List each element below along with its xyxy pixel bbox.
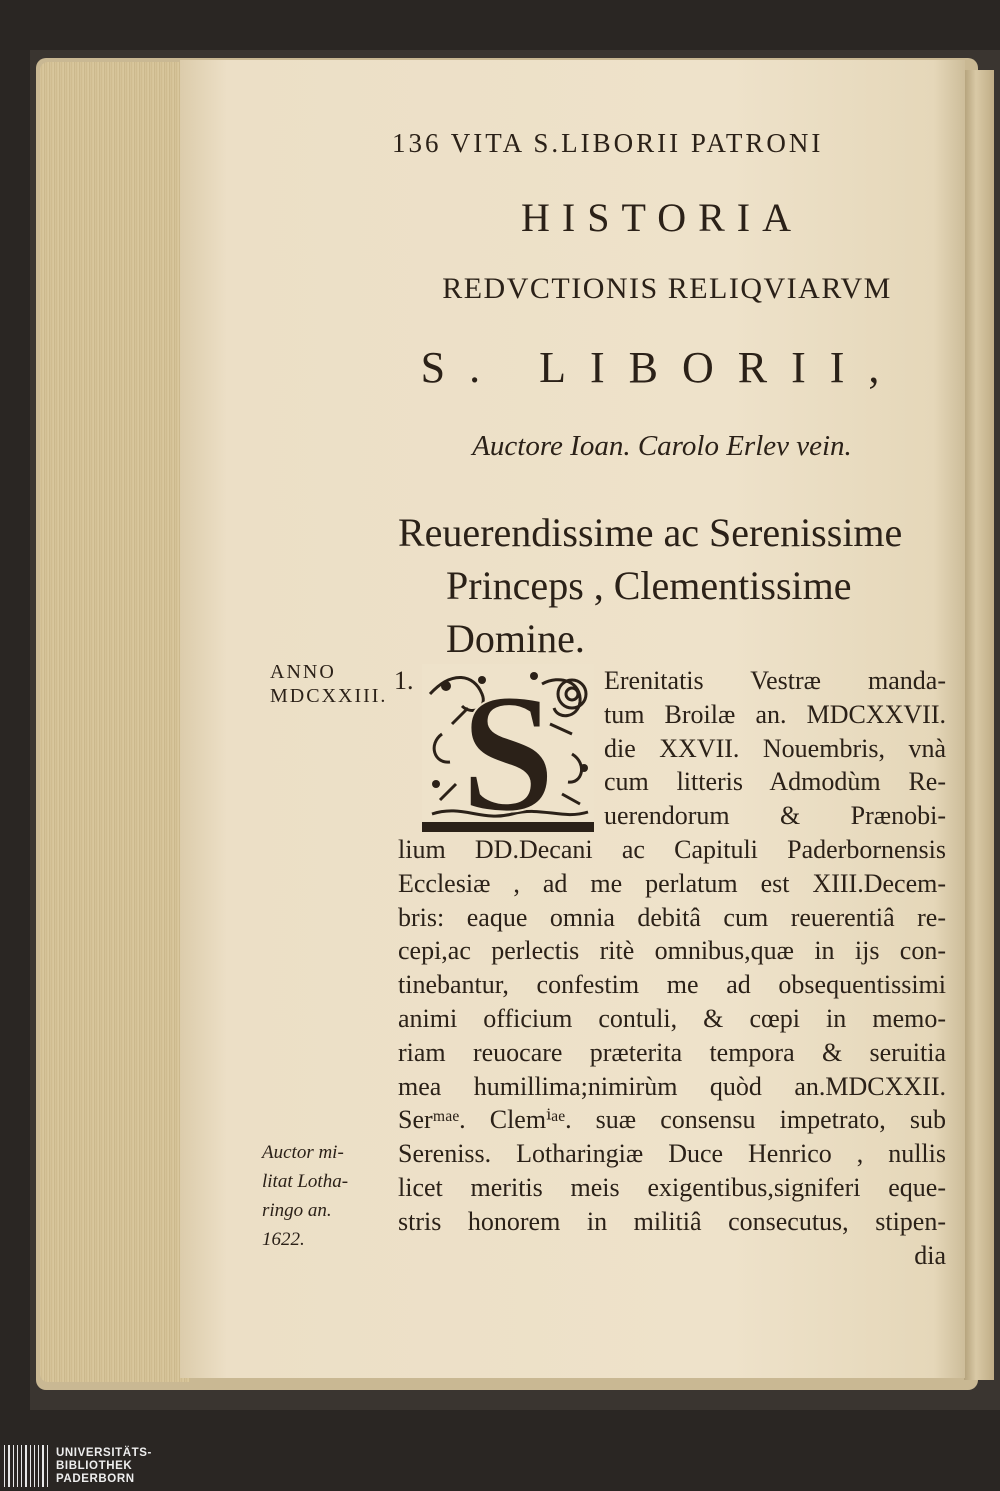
body-line-14: Serᵐᵃᵉ. Clemⁱᵃᵉ. suæ consensu impetrato, sub	[398, 1105, 946, 1135]
paragraph-number: 1.	[394, 666, 414, 695]
library-logo-line-2: BIBLIOTHEK	[56, 1459, 133, 1472]
drop-cap-letter: S	[460, 664, 556, 832]
title-line-3: S. LIBORII,	[420, 343, 904, 392]
body-line-12: riam reuocare præterita tempora & seruitia	[398, 1037, 946, 1067]
body-line-9: cepi,ac perlectis ritè omnibus,quæ in ijs con-	[398, 936, 946, 966]
salutation-line-1: Reuerendissime ac Serenissime	[398, 510, 903, 555]
salutation-line-2: Princeps , Clementissime	[446, 563, 852, 608]
margin-note-auctor-line-1: Auctor mi-	[262, 1142, 344, 1163]
salutation	[398, 506, 958, 665]
library-logo-icon	[4, 1445, 48, 1487]
running-head: 136 VITA S.LIBORII PATRONI	[392, 128, 824, 158]
salutation-line-3: Domine.	[446, 616, 585, 661]
body-line-11: animi officium contuli, & cœpi in memo-	[398, 1003, 946, 1033]
margin-note-auctor-line-3: ringo an.	[262, 1200, 332, 1221]
library-logo	[0, 1441, 200, 1491]
facing-page-edge	[964, 70, 994, 1380]
body-line-5: uerendorum & Prænobi-	[604, 801, 946, 831]
page-edges	[40, 62, 190, 1382]
body-line-3: die XXVII. Nouembris, vnà	[604, 733, 946, 763]
body-line-8: bris: eaque omnia debitâ cum reuerentiâ re-	[398, 902, 946, 932]
body-line-16: licet meritis meis exigentibus,signiferi eque-	[398, 1172, 946, 1202]
body-line-17: stris honorem in militiâ consecutus, stipen-	[398, 1206, 946, 1236]
margin-note-anno	[270, 660, 387, 708]
margin-note-anno-line-2: MDCXXIII.	[270, 685, 388, 707]
body-line-4: cum litteris Admodùm Re-	[604, 767, 946, 797]
margin-note-anno-line-1: ANNO	[270, 661, 336, 683]
body-line-1: Erenitatis Vestræ manda-	[604, 666, 946, 695]
margin-note-auctor	[262, 1138, 348, 1254]
margin-note-auctor-line-2: litat Lotha-	[262, 1171, 349, 1192]
margin-note-auctor-line-4: 1622.	[262, 1229, 305, 1250]
library-logo-text	[56, 1447, 152, 1486]
body-line-10: tinebantur, confestim me ad obsequentissimi	[398, 970, 946, 1000]
author-line: Auctore Ioan. Carolo Erlev vein.	[472, 430, 852, 462]
body-line-7: Ecclesiæ , ad me perlatum est XIII.Decem-	[398, 868, 946, 898]
library-logo-line-1: UNIVERSITÄTS-	[56, 1446, 152, 1459]
library-logo-line-3: PADERBORN	[56, 1472, 135, 1485]
body-line-15: Sereniss. Lotharingiæ Duce Henrico , nullis	[398, 1139, 946, 1169]
title-line-2: REDVCTIONIS RELIQVIARVM	[442, 272, 892, 305]
body-line-6: lium DD.Decani ac Capituli Paderbornensis	[398, 834, 946, 864]
catchword: dia	[914, 1240, 946, 1270]
body-line-13: mea humillima;nimirùm quòd an.MDCXXII.	[398, 1071, 946, 1101]
body-line-2: tum Broilæ an. MDCXXVII.	[604, 699, 946, 729]
title-line-1: HISTORIA	[521, 195, 803, 240]
body-text	[398, 664, 946, 1272]
